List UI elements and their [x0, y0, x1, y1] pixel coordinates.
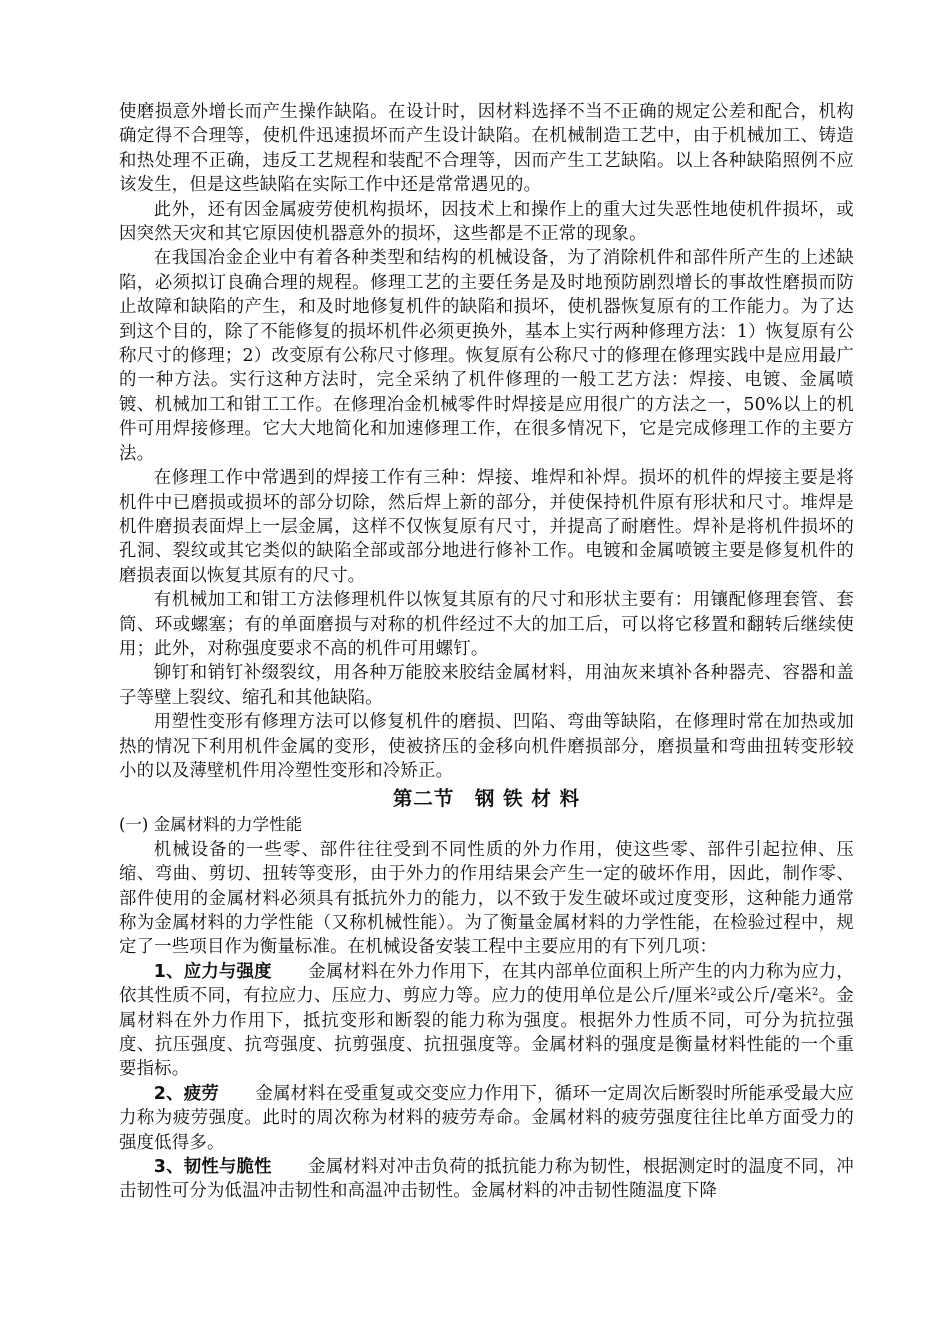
property-text: 金属材料在受重复或交变应力作用下，循环一定周次后断裂时所能承受最大应力称为疲劳强度。此时的周次称为材料的疲劳寿命。金属材料的疲劳强度往往比单方面受力的强度低得多。: [119, 1083, 854, 1153]
property-text: 或公斤/毫米: [716, 986, 812, 1007]
property-text: 。金属材料在外力作用下，抵抗变形和断裂的能力称为强度。根据外力性质不同，可分为抗拉强度、抗压强度、抗弯强度、抗剪强度、抗扭强度等。金属材料的强度是衡量材料性能的一个重要指标。: [119, 986, 854, 1080]
intro-paragraph: 机械设备的一些零、部件往往受到不同性质的外力作用，使这些零、部件引起拉伸、压缩、弯曲、剪切、扭转等变形，由于外力的作用结果会产生一定的破坏作用，因此，制作零、部件使用的金属材料必须具有抵抗外力的能力，以不致于发生破坏或过度变形，这种能力通常称为金属材料的力学性能（又称机械性能）。为了衡量金属材料的力学性能，在检验过程中，规定了一些项目作为衡量标准。在机械设备安装工程中主要应用的有下列几项：: [119, 839, 854, 958]
paragraph-1: 使磨损意外增长而产生操作缺陷。在设计时，因材料选择不当不正确的规定公差和配合，机构确定得不合理等，使机件迅速损坏而产生设计缺陷。在机械制造工艺中，由于机械加工、铸造和热处理不正确，违反工艺规程和装配不合理等，因而产生工艺缺陷。以上各种缺陷照例不应该发生，但是这些缺陷在实际工作中还是常常遇见的。: [119, 102, 854, 196]
paragraph-7: 用塑性变形有修理方法可以修复机件的磨损、凹陷、弯曲等缺陷，在修理时常在加热或加热的情况下利用机件金属的变形，使被挤压的金移向机件磨损部分，磨损量和弯曲扭转变形较小的以及薄壁机件用冷塑性变形和冷矫正。: [119, 712, 854, 781]
property-fatigue: [119, 1082, 854, 1155]
property-text: 金属材料在外力作用下，在其内部单位面积上所产生的内力称为应力，依其性质不同，有拉应力、压应力、剪应力等。应力的使用单位是公斤/厘米: [119, 961, 854, 1007]
superscript: 2: [710, 987, 717, 999]
property-toughness: [119, 1155, 854, 1204]
property-term: 3、韧性与脆性: [153, 1157, 272, 1178]
paragraph-3: 在我国冶金企业中有着各种类型和结构的机械设备，为了消除机件和部件所产生的上述缺陷，必须拟订良确合理的规程。修理工艺的主要任务是及时地预防剧烈增长的事故性磨损而防止故障和缺陷的产生，和及时地修复机件的缺陷和损坏，使机器恢复原有的工作能力。为了达到这个目的，除了不能修复的损坏机件必须更换外，基本上实行两种修理方法：1）恢复原有公称尺寸的修理；2）改变原有公称尺寸修理。恢复原有公称尺寸的修理在修理实践中是应用最广的一种方法。实行这种方法时，完全采纳了机件修理的一般工艺方法：焊接、电镀、金属喷镀、机械加工和钳工工作。在修理冶金机械零件时焊接是应用很广的方法之一，50%以上的机件可用焊接修理。它大大地简化和加速修理工作，在很多情况下，它是完成修理工作的主要方法。: [119, 248, 854, 464]
property-stress-strength: [119, 960, 854, 1082]
paragraph-5: 有机械加工和钳工方法修理机件以恢复其原有的尺寸和形状主要有：用镶配修理套管、套筒、环或螺塞；有的单面磨损与对称的机件经过不大的加工后，可以将它移置和翻转后继续使用；此外，对称强度要求不高的机件可用螺钉。: [119, 590, 854, 659]
superscript: 2: [811, 987, 819, 999]
property-term: 2、疲劳: [153, 1083, 219, 1104]
property-text: 金属材料对冲击负荷的抵抗能力称为韧性，根据测定时的温度不同，冲击韧性可分为低温冲击韧性和高温冲击韧性。金属材料的冲击韧性随温度下降: [119, 1157, 854, 1202]
subheading: (一) 金属材料的力学性能: [119, 815, 303, 835]
property-term: 1、应力与强度: [153, 961, 272, 982]
section-title: 第二节 钢 铁 材 料: [392, 787, 581, 811]
paragraph-6: 铆钉和销钉补缀裂纹，用各种万能胶来胶结金属材料，用油灰来填补各种器壳、容器和盖子等壁上裂纹、缩孔和其他缺陷。: [119, 663, 854, 708]
paragraph-4: 在修理工作中常遇到的焊接工作有三种：焊接、堆焊和补焊。损坏的机件的焊接主要是将机件中已磨损或损坏的部分切除，然后焊上新的部分，并使保持机件原有形状和尺寸。堆焊是机件磨损表面焊上一层金属，这样不仅恢复原有尺寸，并提高了耐磨性。焊补是将机件损坏的孔洞、裂纹或其它类似的缺陷全部或部分地进行修补工作。电镀和金属喷镀主要是修复机件的磨损表面以恢复其原有的尺寸。: [119, 468, 854, 586]
paragraph-2: 此外，还有因金属疲劳使机构损坏，因技术上和操作上的重大过失恶性地使机件损坏，或因突然天灾和其它原因使机器意外的损坏，这些都是不正常的现象。: [119, 199, 854, 245]
